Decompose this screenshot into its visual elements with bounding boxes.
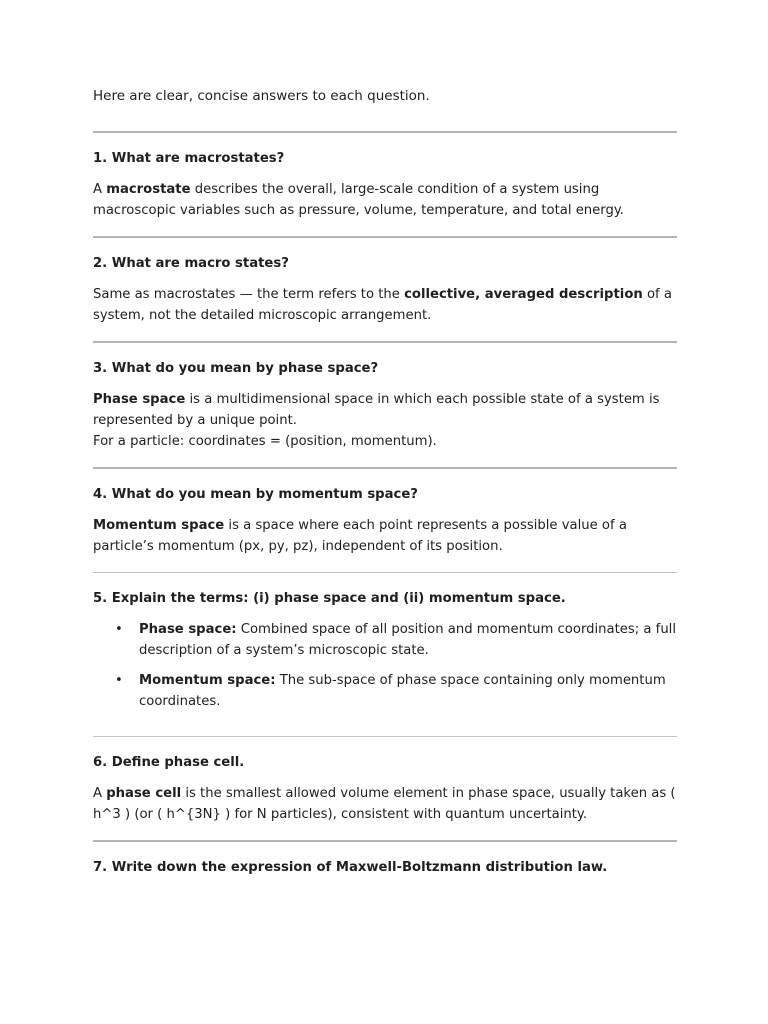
question-5-title: 5. Explain the terms: (i) phase space and (ii) momentum space. (93, 591, 566, 606)
answer-6-term: phase cell (106, 786, 182, 801)
bullet-icon: • (115, 622, 123, 637)
section-divider (93, 467, 677, 469)
bullet-icon: • (115, 673, 123, 688)
question-6-title: 6. Define phase cell. (93, 755, 245, 770)
list-item-term: Momentum space: (139, 673, 276, 688)
list-item-text: Combined space of all position and momentum coordinates; a full description of a system’s microscopic state. (139, 622, 676, 658)
intro-text: Here are clear, concise answers to each question. (93, 88, 430, 104)
answer-1-text: describes the overall, large-scale condition of a system using macroscopic variables such as pressure, volume, temperature, and total energy. (93, 182, 624, 218)
question-3-title: 3. What do you mean by phase space? (93, 361, 379, 376)
document-content (93, 86, 677, 878)
question-4-title: 4. What do you mean by momentum space? (93, 487, 418, 502)
section-divider (93, 736, 677, 737)
section-divider (93, 840, 677, 842)
answer-6 (93, 783, 677, 825)
answer-4-term: Momentum space (93, 518, 225, 533)
list-item-term: Phase space: (139, 622, 237, 637)
list-item (93, 670, 677, 712)
question-2-title: 2. What are macro states? (93, 256, 289, 271)
answer-3-term: Phase space (93, 392, 186, 407)
section-divider (93, 236, 677, 238)
section-divider (93, 572, 677, 573)
section-divider (93, 341, 677, 343)
answer-6-text: A (93, 786, 107, 801)
answer-4-text: is a space where each point represents a possible value of a particle’s momentum (px, py, pz), independent of its position. (93, 518, 627, 554)
answer-1 (93, 179, 677, 221)
section-divider (93, 131, 677, 133)
answer-3-text: is a multidimensional space in which each possible state of a system is represented by a unique point. (93, 392, 660, 428)
answer-1-text: A (93, 182, 107, 197)
answer-1-term: macrostate (106, 182, 191, 197)
list-item (93, 619, 677, 661)
answer-2-term: collective, averaged description (404, 287, 643, 302)
answer-6-text: is the smallest allowed volume element in phase space, usually taken as ( h^3 ) (or ( h^{3N} ) for N particles), consistent with quantum uncertainty. (93, 786, 676, 822)
answer-3-line2: For a particle: coordinates = (position, momentum). (93, 434, 437, 449)
answer-2-text: Same as macrostates — the term refers to the (93, 287, 405, 302)
answer-2 (93, 284, 677, 326)
answer-4 (93, 515, 677, 557)
answer-5-list (93, 619, 677, 712)
question-1-title: 1. What are macrostates? (93, 151, 285, 166)
answer-3 (93, 389, 677, 452)
list-item-text: The sub-space of phase space containing only momentum coordinates. (139, 673, 666, 709)
question-7-title: 7. Write down the expression of Maxwell-Boltzmann distribution law. (93, 860, 608, 875)
answer-2-text: of a system, not the detailed microscopic arrangement. (93, 287, 672, 323)
